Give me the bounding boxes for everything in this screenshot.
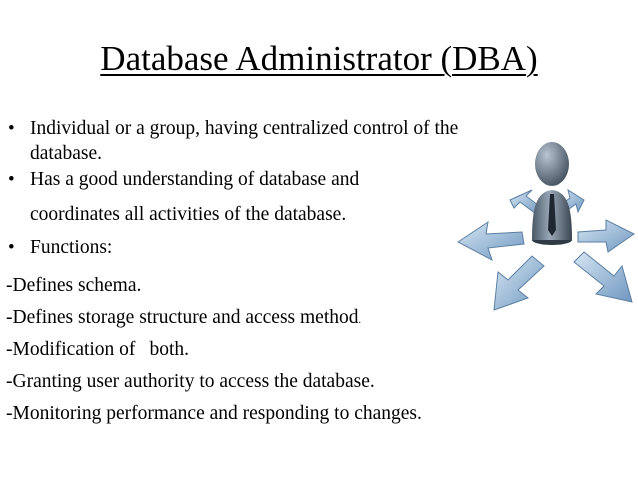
function-text: -Granting user authority to access the database. <box>6 371 375 392</box>
function-text: -Modification of <box>6 339 136 360</box>
function-text: -Monitoring performance and responding to changes. <box>6 403 422 424</box>
arrow-down-right-icon <box>574 252 632 302</box>
bullet-marker: • <box>8 118 15 139</box>
bullet-text: Individual or a group, having centralized control of the <box>30 118 459 139</box>
function-item <box>6 337 626 369</box>
bullet-text: Functions: <box>30 237 113 258</box>
function-item <box>6 369 626 401</box>
bullet-text-continued: database. <box>30 143 103 164</box>
arrow-left-icon <box>458 222 524 260</box>
bullet-marker: • <box>8 237 15 258</box>
arrow-right-icon <box>578 220 634 252</box>
bullet-text: Has a good understanding of database and <box>30 169 360 190</box>
bullet-text-continued: coordinates all activities of the database. <box>30 204 347 225</box>
administrator-figure-icon <box>452 138 638 318</box>
slide-title: Database Administrator (DBA) <box>100 39 538 78</box>
bullet-marker: • <box>8 169 15 190</box>
person-figure <box>532 142 572 245</box>
function-text: -Defines storage structure and access method <box>6 307 359 328</box>
function-item <box>6 401 626 433</box>
function-text-trail: . <box>358 315 361 326</box>
function-text: -Defines schema. <box>6 275 142 296</box>
arrow-down-left-icon <box>494 256 544 310</box>
function-text-continued: both. <box>149 339 189 360</box>
